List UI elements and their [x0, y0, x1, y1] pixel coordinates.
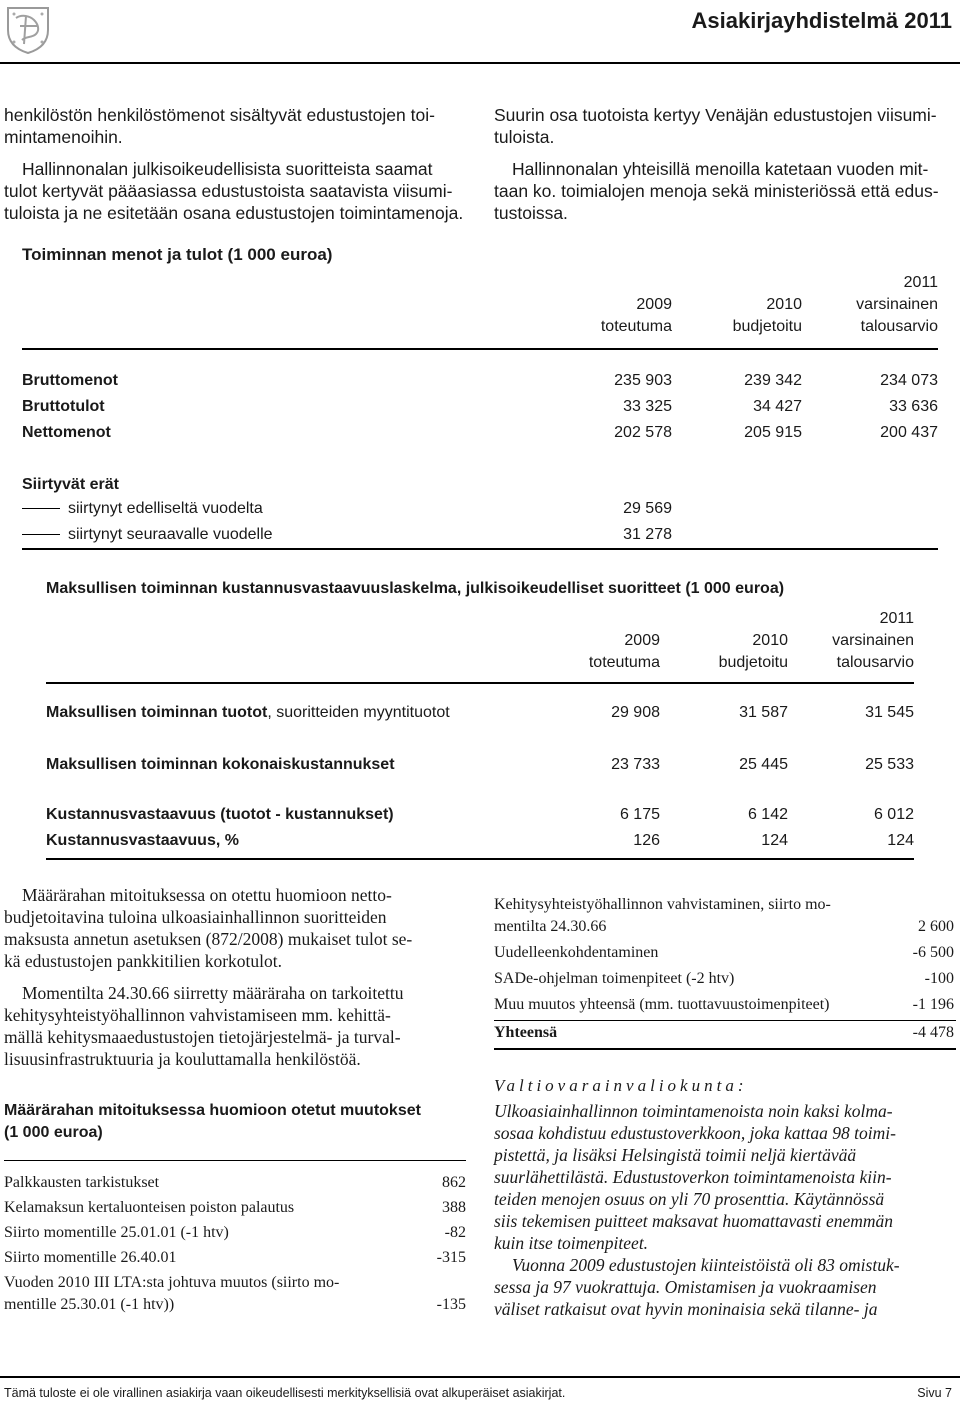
body-text-left — [4, 884, 474, 1070]
text-line: kä edustustojen pankkitilien korkotulot. — [4, 951, 283, 971]
table-row: Siirto momentille 26.40.01 -315 — [4, 1249, 466, 1266]
table2-title: Maksullisen toiminnan kustannusvastaavuuslaskelma, julkisoikeudelliset suoritteet (1 000 euroa) — [46, 580, 785, 597]
dash-marker — [22, 508, 60, 509]
text-line: suurlähettilästä. Edustustoverkon toimintamenoista kiin- — [494, 1167, 892, 1187]
table1-title: Toiminnan menot ja tulot (1 000 euroa) — [22, 245, 333, 264]
table-row: Kustannusvastaavuus, % 126 124 124 — [46, 832, 914, 849]
document-title: Asiakirjayhdistelmä 2011 — [691, 8, 952, 33]
footer-disclaimer: Tämä tuloste ei ole virallinen asiakirja vaan oikeudellisesti merkityksellisiä ovat alkuperäiset asiakirjat. — [4, 1386, 566, 1400]
dash-marker — [22, 534, 60, 535]
table-row: Kustannusvastaavuus (tuotot - kustannukset) 6 175 6 142 6 012 — [46, 806, 914, 823]
table-row: Bruttomenot 235 903 239 342 234 073 — [22, 372, 938, 389]
text-line: taan ko. toimialojen menoja sekä ministeriössä että edus- — [494, 181, 939, 201]
text-line: pistettä, ja lisäksi Helsingistä toimii neljä kiertävää — [494, 1145, 857, 1165]
text-line: kuin itse toimenpiteet. — [494, 1233, 649, 1253]
table-row: Nettomenot 202 578 205 915 200 437 — [22, 424, 938, 441]
table-row: Maksullisen toiminnan tuotot, suoritteiden myyntituotot 29 908 31 587 31 545 — [46, 704, 914, 721]
table-row: Vuoden 2010 III LTA:sta johtuva muutos (siirto mo- mentille 25.30.01 (-1 htv)) -135 — [4, 1274, 466, 1313]
table-row: Bruttotulot 33 325 34 427 33 636 — [22, 398, 938, 415]
text-line: tuloista. — [494, 127, 555, 147]
table-row: Siirto momentille 25.01.01 (-1 htv) -82 — [4, 1224, 466, 1241]
text-line: siis tekemisen puitteet maksavat huomattavasti enemmän — [494, 1211, 894, 1231]
text-line: teiden menojen osuus on yli 70 prosenttia. Käytännössä — [494, 1189, 885, 1209]
text-line: mällä kehitysmaaedustustojen tietojärjestelmä- ja turval- — [4, 1027, 401, 1047]
text-line: sosaa kohdistuu edustustoverkkoon, joka kattaa 98 toimi- — [494, 1123, 896, 1143]
table-row: Muu muutos yhteensä (mm. tuottavuustoimenpiteet) -1 196 — [494, 996, 954, 1013]
table1-header-rule — [22, 348, 938, 350]
changes-table-right — [494, 896, 954, 1022]
table2-bottom-rule — [46, 858, 914, 860]
table1-col-2009: 2009 toteutuma — [600, 296, 672, 335]
table2-header-rule — [46, 682, 914, 684]
changes-table-rule — [4, 1160, 466, 1161]
table-row: SADe-ohjelman toimenpiteet (-2 htv) -100 — [494, 970, 954, 987]
table-row: Palkkausten tarkistukset 862 — [4, 1174, 466, 1191]
text-line: kehitysyhteistyöhallinnon vahvistamiseen mm. kehittä- — [4, 1005, 391, 1025]
table-row: siirtynyt edelliseltä vuodelta 29 569 — [22, 500, 938, 526]
intro-text-right — [494, 104, 956, 224]
intro-text-left — [4, 104, 472, 224]
table2-col-2010: 2010 budjetoitu — [718, 632, 788, 671]
table2-col-2009: 2009 toteutuma — [588, 632, 660, 671]
changes-table — [4, 1174, 466, 1320]
header-rule — [0, 62, 960, 64]
table1-col-2011: 2011 varsinainen talousarvio — [856, 274, 938, 335]
text-line: henkilöstön henkilöstömenot sisältyvät edustustojen toi- — [4, 105, 435, 125]
text-line: sessa ja 97 vuokrattuja. Omistamisen ja vuokraamisen — [494, 1277, 877, 1297]
table1-body — [22, 372, 938, 552]
text-line: budjetoitavina tuloina ulkoasiainhallinnon suoritteiden — [4, 907, 387, 927]
table2-body — [46, 704, 914, 858]
table1-col-2010: 2010 budjetoitu — [732, 296, 802, 335]
text-line: Vuonna 2009 edustustojen kiinteistöistä oli 83 omistuk- — [512, 1255, 900, 1275]
text-line: tustoissa. — [494, 203, 568, 223]
text-line: Ulkoasiainhallinnon toimintamenoista noin kaksi kolma- — [494, 1101, 893, 1121]
text-line: Hallinnonalan julkisoikeudellisista suoritteista saamat — [22, 159, 433, 179]
text-line: mintamenoihin. — [4, 127, 123, 147]
text-line: lisuusinfrastruktuuria ja kouluttamalla henkilöstöä. — [4, 1049, 361, 1069]
total-row: Yhteensä -4 478 — [494, 1024, 954, 1041]
text-line: Momentilta 24.30.66 siirretty määräraha on tarkoitettu — [22, 983, 404, 1003]
table-row: Kehitysyhteistyöhallinnon vahvistaminen, siirto mo- mentilta 24.30.66 2 600 — [494, 896, 954, 935]
table-section-heading: Siirtyvät erät — [22, 476, 119, 493]
table-row: Kelamaksun kertaluonteisen poiston palautus 388 — [4, 1199, 466, 1216]
text-line: tuloista ja ne esitetään osana edustustojen toimintamenoja. — [4, 203, 464, 223]
committee-text — [494, 1100, 958, 1320]
text-line: maksusta annetun asetuksen (872/2008) mukaiset tulot se- — [4, 929, 413, 949]
coat-of-arms-logo — [4, 4, 52, 54]
footer-rule — [0, 1376, 960, 1378]
text-line: Hallinnonalan yhteisillä menoilla katetaan vuoden mit- — [512, 159, 929, 179]
total-rule — [494, 1020, 956, 1021]
text-line: tulot kertyvät pääasiassa edustustoista saatavista viisumi- — [4, 181, 453, 201]
table-row: Maksullisen toiminnan kokonaiskustannukset 23 733 25 445 25 533 — [46, 756, 914, 773]
total-bottom-rule — [494, 1048, 956, 1050]
table1-bottom-rule — [22, 548, 938, 550]
table-row: Uudelleenkohdentaminen -6 500 — [494, 944, 954, 961]
text-line: väliset ratkaisut ovat hyvin moninaisia sekä tilanne- ja — [494, 1299, 878, 1319]
page-number: Sivu 7 — [917, 1386, 952, 1400]
table2-col-2011: 2011 varsinainen talousarvio — [832, 610, 914, 671]
text-line: Määrärahan mitoituksessa on otettu huomioon netto- — [22, 885, 392, 905]
committee-heading: Valtiovarainvaliokunta: — [494, 1076, 748, 1095]
table-row: siirtynyt seuraavalle vuodelle 31 278 — [22, 526, 938, 552]
text-line: Suurin osa tuotoista kertyy Venäjän edustustojen viisumi- — [494, 105, 937, 125]
changes-title: Määrärahan mitoituksessa huomioon otetut muutokset (1 000 euroa) — [4, 1102, 421, 1141]
